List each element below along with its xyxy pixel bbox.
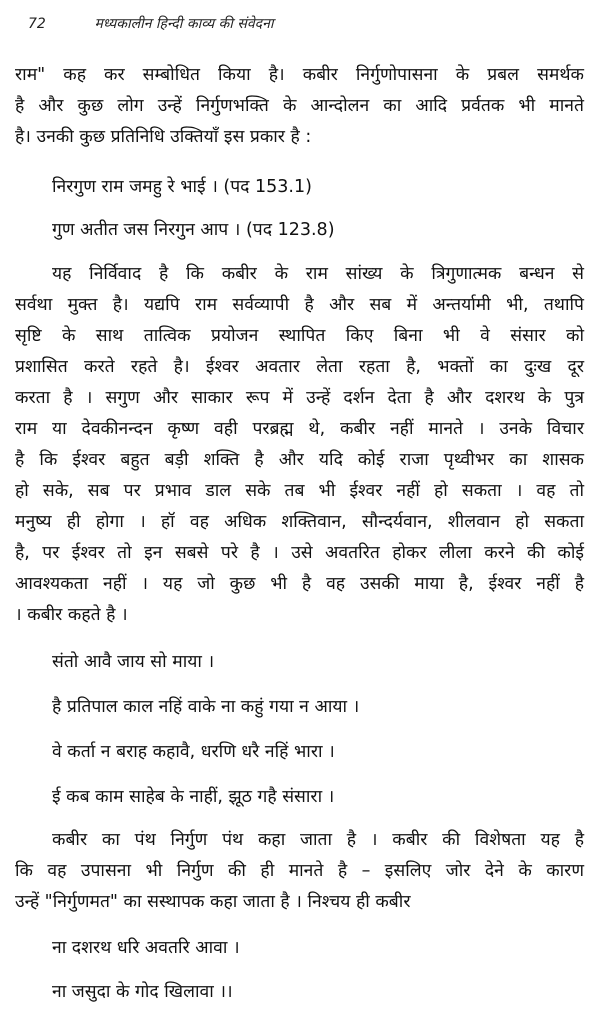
paragraph-line: मनुष्य ही होगा । हॉ वह अधिक शक्तिवान, सौन्दर्यवान, शीलवान हो सकता [15,512,584,532]
paragraph-line: कबीर का पंथ निर्गुण पंथ कहा जाता है । कबीर की विशेषता यह है [52,830,584,850]
paragraph-line: है। उनकी कुछ प्रतिनिधि उक्तियाँ इस प्रकार है : [15,127,312,147]
running-title: मध्यकालीन हिन्दी काव्य की संवेदना [94,16,274,32]
paragraph-line: है, पर ईश्वर तो इन सबसे परे है । उसे अवतरित होकर लीला करने की कोई [15,543,584,563]
paragraph-line: सर्वथा मुक्त है। यद्यपि राम सर्वव्यापी है और सब में अन्तर्यामी भी, तथापि [15,295,584,315]
paragraph-line: प्रशासित करते रहते है। ईश्वर अवतार लेता रहता है, भक्तों का दुःख दूर [15,357,584,377]
verse-line: निरगुण राम जमहु रे भाई । (पद 153.1) [52,177,312,197]
paragraph-line: उन्हें "निर्गुणमत" का सस्थापक कहा जाता है । निश्चय ही कबीर [15,892,411,912]
paragraph-line: सृष्टि के साथ तात्विक प्रयोजन स्थापित किए बिना भी वे संसार को [15,326,584,346]
paragraph-line: करता है । सगुण और साकार रूप में उन्हें दर्शन देता है और दशरथ के पुत्र [15,388,584,408]
paragraph-line: राम" कह कर सम्बोधित किया है। कबीर निर्गुणोपासना के प्रबल समर्थक [15,65,584,85]
verse-line: संतो आवै जाय सो माया । [52,652,215,672]
verse-line: ई कब काम साहेब के नाहीं, झूठ गहै संसारा । [52,787,335,807]
paragraph-line: हो सके, सब पर प्रभाव डाल सके तब भी ईश्वर नहीं हो सकता । वह तो [15,481,584,501]
paragraph-line: राम या देवकीनन्दन कृष्ण वही परब्रह्म थे, कबीर नहीं मानते । उनके विचार [15,419,584,439]
page-number: 72 [28,16,46,32]
paragraph-line: आवश्यकता नहीं । यह जो कुछ भी है वह उसकी माया है, ईश्वर नहीं है [15,574,584,594]
paragraph-line: । कबीर कहते है । [15,605,128,625]
verse-line: ना दशरथ धरि अवतरि आवा । [52,938,240,958]
paragraph-line: है और कुछ लोग उन्हें निर्गुणभक्ति के आन्दोलन का आदि प्रर्वतक भी मानते [15,96,584,116]
paragraph-line: कि वह उपासना भी निर्गुण की ही मानते है – इसलिए जोर देने के कारण [15,861,584,881]
verse-line: गुण अतीत जस निरगुन आप । (पद 123.8) [52,220,335,240]
paragraph-line: यह निर्विवाद है कि कबीर के राम सांख्य के त्रिगुणात्मक बन्धन से [52,264,584,284]
paragraph-line: है कि ईश्वर बहुत बड़ी शक्ति है और यदि कोई राजा पृथ्वीभर का शासक [15,450,584,470]
verse-line: है प्रतिपाल काल नहिं वाके ना कहुं गया न आया । [52,697,360,717]
page-header [28,14,580,33]
verse-line: ना जसुदा के गोद खिलावा ।। [52,982,233,1002]
verse-line: वे कर्ता न बराह कहावै, धरणि धरै नहिं भारा । [52,742,335,762]
